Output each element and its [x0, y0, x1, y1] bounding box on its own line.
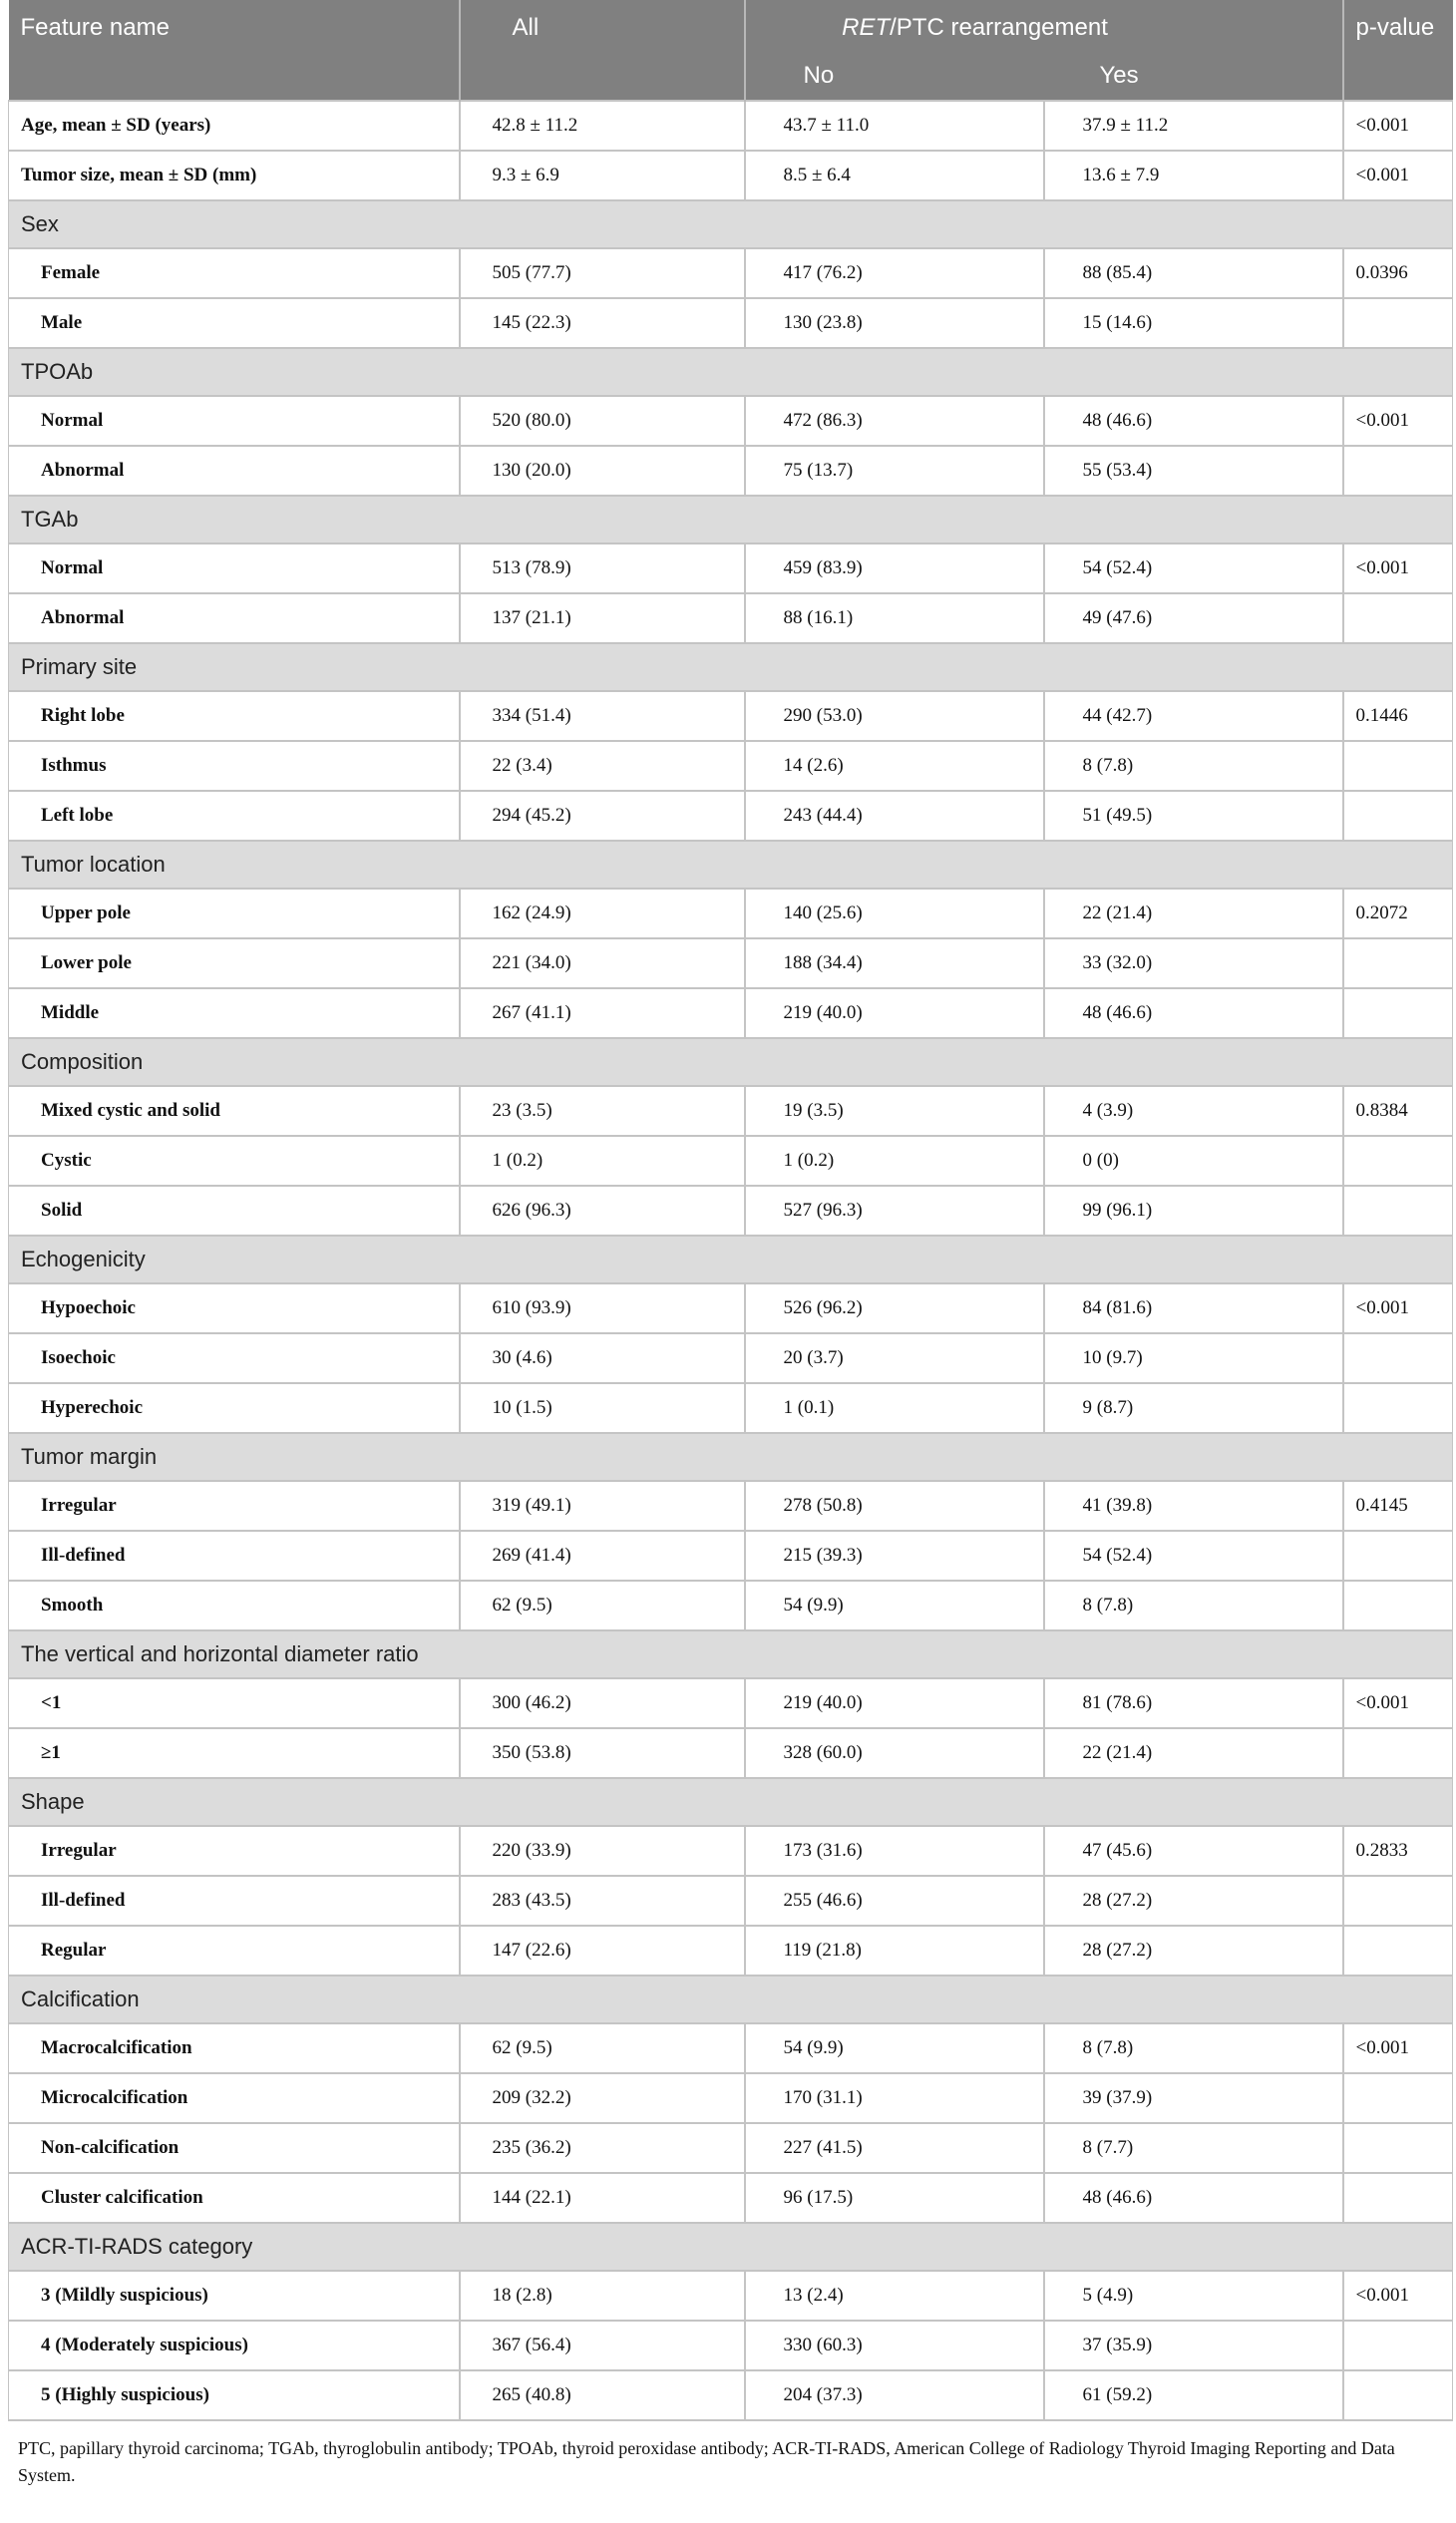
- cell-no: 130 (23.8): [745, 298, 1044, 348]
- table-row: [9, 1136, 1453, 1186]
- cell-no: 54 (9.9): [745, 2023, 1044, 2073]
- table-row: [9, 1728, 1453, 1778]
- row-label: Cystic: [9, 1136, 460, 1186]
- header-no: No: [745, 58, 1044, 101]
- cell-no: 255 (46.6): [745, 1876, 1044, 1926]
- cell-no: 19 (3.5): [745, 1086, 1044, 1136]
- cell-pvalue: [1343, 1876, 1453, 1926]
- row-label: Irregular: [9, 1826, 460, 1876]
- cell-yes: 39 (37.9): [1044, 2073, 1343, 2123]
- table-row: [9, 1383, 1453, 1433]
- cell-all: 1 (0.2): [460, 1136, 745, 1186]
- row-label: Tumor size, mean ± SD (mm): [9, 151, 460, 200]
- table-row: [9, 248, 1453, 298]
- cell-no: 96 (17.5): [745, 2173, 1044, 2223]
- cell-yes: 37.9 ± 11.2: [1044, 101, 1343, 151]
- cell-pvalue: [1343, 938, 1453, 988]
- group-row: [9, 2223, 1453, 2271]
- header-feature-name: Feature name: [9, 0, 460, 58]
- group-row: [9, 1778, 1453, 1826]
- cell-no: 1 (0.1): [745, 1383, 1044, 1433]
- cell-yes: 0 (0): [1044, 1136, 1343, 1186]
- cell-yes: 88 (85.4): [1044, 248, 1343, 298]
- cell-all: 144 (22.1): [460, 2173, 745, 2223]
- cell-pvalue: [1343, 791, 1453, 841]
- row-label: Hyperechoic: [9, 1383, 460, 1433]
- table-container: [8, 0, 1452, 2489]
- cell-all: 9.3 ± 6.9: [460, 151, 745, 200]
- cell-no: 1 (0.2): [745, 1136, 1044, 1186]
- cell-all: 42.8 ± 11.2: [460, 101, 745, 151]
- cell-all: 513 (78.9): [460, 543, 745, 593]
- cell-yes: 8 (7.7): [1044, 2123, 1343, 2173]
- cell-pvalue: <0.001: [1343, 543, 1453, 593]
- row-label: Age, mean ± SD (years): [9, 101, 460, 151]
- cell-pvalue: [1343, 446, 1453, 496]
- cell-pvalue: [1343, 2173, 1453, 2223]
- cell-all: 610 (93.9): [460, 1283, 745, 1333]
- cell-pvalue: [1343, 593, 1453, 643]
- cell-yes: 37 (35.9): [1044, 2321, 1343, 2370]
- row-label: Middle: [9, 988, 460, 1038]
- cell-all: 626 (96.3): [460, 1186, 745, 1236]
- row-label: Macrocalcification: [9, 2023, 460, 2073]
- cell-all: 265 (40.8): [460, 2370, 745, 2420]
- table-row: [9, 1086, 1453, 1136]
- row-label: Ill-defined: [9, 1876, 460, 1926]
- group-row: [9, 1976, 1453, 2023]
- row-label: Isthmus: [9, 741, 460, 791]
- table-row: [9, 1333, 1453, 1383]
- cell-pvalue: <0.001: [1343, 151, 1453, 200]
- row-label: Normal: [9, 543, 460, 593]
- cell-all: 62 (9.5): [460, 2023, 745, 2073]
- cell-all: 145 (22.3): [460, 298, 745, 348]
- cell-all: 147 (22.6): [460, 1926, 745, 1976]
- cell-yes: 33 (32.0): [1044, 938, 1343, 988]
- cell-all: 221 (34.0): [460, 938, 745, 988]
- cell-no: 43.7 ± 11.0: [745, 101, 1044, 151]
- cell-all: 137 (21.1): [460, 593, 745, 643]
- cell-no: 20 (3.7): [745, 1333, 1044, 1383]
- group-row: [9, 841, 1453, 889]
- cell-pvalue: <0.001: [1343, 396, 1453, 446]
- row-label: 4 (Moderately suspicious): [9, 2321, 460, 2370]
- cell-yes: 5 (4.9): [1044, 2271, 1343, 2321]
- row-label: Solid: [9, 1186, 460, 1236]
- group-label: Calcification: [9, 1976, 1453, 2023]
- cell-all: 300 (46.2): [460, 1678, 745, 1728]
- cell-yes: 4 (3.9): [1044, 1086, 1343, 1136]
- row-label: Irregular: [9, 1481, 460, 1531]
- cell-all: 269 (41.4): [460, 1531, 745, 1581]
- cell-yes: 10 (9.7): [1044, 1333, 1343, 1383]
- table-row: [9, 1926, 1453, 1976]
- table-row: [9, 1186, 1453, 1236]
- table-row: [9, 543, 1453, 593]
- cell-all: 367 (56.4): [460, 2321, 745, 2370]
- cell-pvalue: [1343, 1333, 1453, 1383]
- cell-yes: 55 (53.4): [1044, 446, 1343, 496]
- group-label: Tumor margin: [9, 1433, 1453, 1481]
- cell-all: 22 (3.4): [460, 741, 745, 791]
- row-label: ≥1: [9, 1728, 460, 1778]
- cell-pvalue: [1343, 1926, 1453, 1976]
- header-blank-3: [1343, 58, 1453, 101]
- group-label: The vertical and horizontal diameter ratio: [9, 1630, 1453, 1678]
- cell-pvalue: 0.1446: [1343, 691, 1453, 741]
- row-label: Mixed cystic and solid: [9, 1086, 460, 1136]
- cell-yes: 28 (27.2): [1044, 1876, 1343, 1926]
- cell-no: 54 (9.9): [745, 1581, 1044, 1630]
- cell-no: 170 (31.1): [745, 2073, 1044, 2123]
- table-row: [9, 2023, 1453, 2073]
- cell-pvalue: [1343, 1383, 1453, 1433]
- cell-pvalue: [1343, 1186, 1453, 1236]
- table-row: [9, 151, 1453, 200]
- cell-pvalue: [1343, 1531, 1453, 1581]
- table-header: [9, 0, 1453, 101]
- cell-yes: 48 (46.6): [1044, 988, 1343, 1038]
- cell-no: 526 (96.2): [745, 1283, 1044, 1333]
- cell-all: 62 (9.5): [460, 1581, 745, 1630]
- cell-no: 173 (31.6): [745, 1826, 1044, 1876]
- header-ret-rest: /PTC rearrangement: [890, 14, 1108, 41]
- cell-pvalue: [1343, 988, 1453, 1038]
- row-label: Male: [9, 298, 460, 348]
- cell-all: 162 (24.9): [460, 889, 745, 938]
- table-row: [9, 1876, 1453, 1926]
- cell-yes: 61 (59.2): [1044, 2370, 1343, 2420]
- cell-all: 520 (80.0): [460, 396, 745, 446]
- cell-pvalue: <0.001: [1343, 101, 1453, 151]
- cell-no: 88 (16.1): [745, 593, 1044, 643]
- table-row: [9, 2173, 1453, 2223]
- group-label: Composition: [9, 1038, 1453, 1086]
- row-label: 5 (Highly suspicious): [9, 2370, 460, 2420]
- cell-no: 75 (13.7): [745, 446, 1044, 496]
- cell-pvalue: [1343, 298, 1453, 348]
- cell-pvalue: 0.2072: [1343, 889, 1453, 938]
- header-ret-gene: RET: [842, 14, 891, 41]
- row-label: Female: [9, 248, 460, 298]
- cell-no: 8.5 ± 6.4: [745, 151, 1044, 200]
- cell-pvalue: [1343, 741, 1453, 791]
- table-row: [9, 396, 1453, 446]
- group-row: [9, 1630, 1453, 1678]
- table-footnote: PTC, papillary thyroid carcinoma; TGAb, thyroglobulin antibody; TPOAb, thyroid peroxidase antibody; ACR-TI-RADS, American College of Radiology Thyroid Imaging Reporting and Data System.: [18, 2438, 1395, 2485]
- row-label: Isoechoic: [9, 1333, 460, 1383]
- cell-all: 294 (45.2): [460, 791, 745, 841]
- group-row: [9, 348, 1453, 396]
- cell-yes: 48 (46.6): [1044, 396, 1343, 446]
- table-row: [9, 691, 1453, 741]
- cell-pvalue: 0.2833: [1343, 1826, 1453, 1876]
- cell-pvalue: <0.001: [1343, 1283, 1453, 1333]
- table-row: [9, 2321, 1453, 2370]
- group-row: [9, 643, 1453, 691]
- cell-pvalue: [1343, 2073, 1453, 2123]
- cell-yes: 8 (7.8): [1044, 1581, 1343, 1630]
- row-label: Left lobe: [9, 791, 460, 841]
- cell-no: 243 (44.4): [745, 791, 1044, 841]
- cell-no: 119 (21.8): [745, 1926, 1044, 1976]
- group-row: [9, 200, 1453, 248]
- cell-no: 188 (34.4): [745, 938, 1044, 988]
- header-blank-1: [9, 58, 460, 101]
- cell-all: 209 (32.2): [460, 2073, 745, 2123]
- table-row: [9, 1531, 1453, 1581]
- cell-all: 283 (43.5): [460, 1876, 745, 1926]
- cell-all: 18 (2.8): [460, 2271, 745, 2321]
- cell-pvalue: 0.4145: [1343, 1481, 1453, 1531]
- cell-no: 227 (41.5): [745, 2123, 1044, 2173]
- table-row: [9, 1678, 1453, 1728]
- cell-yes: 28 (27.2): [1044, 1926, 1343, 1976]
- cell-yes: 51 (49.5): [1044, 791, 1343, 841]
- cell-yes: 84 (81.6): [1044, 1283, 1343, 1333]
- table-row: [9, 741, 1453, 791]
- group-label: Echogenicity: [9, 1236, 1453, 1283]
- cell-no: 328 (60.0): [745, 1728, 1044, 1778]
- cell-all: 30 (4.6): [460, 1333, 745, 1383]
- cell-all: 23 (3.5): [460, 1086, 745, 1136]
- cell-pvalue: [1343, 2123, 1453, 2173]
- cell-all: 505 (77.7): [460, 248, 745, 298]
- group-label: Shape: [9, 1778, 1453, 1826]
- cell-all: 267 (41.1): [460, 988, 745, 1038]
- cell-pvalue: [1343, 1581, 1453, 1630]
- group-row: [9, 496, 1453, 543]
- header-pvalue: p-value: [1343, 0, 1453, 58]
- header-all: All: [460, 0, 745, 58]
- header-blank-2: [460, 58, 745, 101]
- row-label: Microcalcification: [9, 2073, 460, 2123]
- cell-no: 459 (83.9): [745, 543, 1044, 593]
- cell-yes: 41 (39.8): [1044, 1481, 1343, 1531]
- cell-pvalue: <0.001: [1343, 2023, 1453, 2073]
- cell-no: 527 (96.3): [745, 1186, 1044, 1236]
- cell-yes: 8 (7.8): [1044, 741, 1343, 791]
- cell-yes: 99 (96.1): [1044, 1186, 1343, 1236]
- cell-no: 140 (25.6): [745, 889, 1044, 938]
- group-label: Tumor location: [9, 841, 1453, 889]
- row-label: Regular: [9, 1926, 460, 1976]
- header-yes: Yes: [1044, 58, 1343, 101]
- table-row: [9, 1283, 1453, 1333]
- cell-pvalue: <0.001: [1343, 1678, 1453, 1728]
- cell-all: 235 (36.2): [460, 2123, 745, 2173]
- table-row: [9, 2370, 1453, 2420]
- cell-pvalue: [1343, 2321, 1453, 2370]
- cell-yes: 49 (47.6): [1044, 593, 1343, 643]
- cell-all: 130 (20.0): [460, 446, 745, 496]
- cell-yes: 47 (45.6): [1044, 1826, 1343, 1876]
- group-label: TPOAb: [9, 348, 1453, 396]
- cell-yes: 13.6 ± 7.9: [1044, 151, 1343, 200]
- cell-yes: 81 (78.6): [1044, 1678, 1343, 1728]
- row-label: Abnormal: [9, 446, 460, 496]
- group-label: Primary site: [9, 643, 1453, 691]
- table-row: [9, 2123, 1453, 2173]
- table-body: [9, 101, 1453, 2420]
- group-row: [9, 1433, 1453, 1481]
- cell-pvalue: 0.8384: [1343, 1086, 1453, 1136]
- cell-yes: 44 (42.7): [1044, 691, 1343, 741]
- cell-pvalue: [1343, 1728, 1453, 1778]
- cell-all: 334 (51.4): [460, 691, 745, 741]
- row-label: 3 (Mildly suspicious): [9, 2271, 460, 2321]
- table-row: [9, 593, 1453, 643]
- row-label: Cluster calcification: [9, 2173, 460, 2223]
- cell-no: 330 (60.3): [745, 2321, 1044, 2370]
- cell-yes: 54 (52.4): [1044, 1531, 1343, 1581]
- cell-no: 278 (50.8): [745, 1481, 1044, 1531]
- row-label: Normal: [9, 396, 460, 446]
- table-row: [9, 1826, 1453, 1876]
- cell-all: 220 (33.9): [460, 1826, 745, 1876]
- cell-yes: 15 (14.6): [1044, 298, 1343, 348]
- table-row: [9, 1481, 1453, 1531]
- cell-all: 319 (49.1): [460, 1481, 745, 1531]
- table-row: [9, 1581, 1453, 1630]
- cell-pvalue: <0.001: [1343, 2271, 1453, 2321]
- table-row: [9, 938, 1453, 988]
- table-row: [9, 988, 1453, 1038]
- group-row: [9, 1236, 1453, 1283]
- cell-no: 14 (2.6): [745, 741, 1044, 791]
- cell-yes: 22 (21.4): [1044, 1728, 1343, 1778]
- table-row: [9, 791, 1453, 841]
- row-label: Ill-defined: [9, 1531, 460, 1581]
- cell-yes: 54 (52.4): [1044, 543, 1343, 593]
- cell-yes: 8 (7.8): [1044, 2023, 1343, 2073]
- cell-no: 290 (53.0): [745, 691, 1044, 741]
- row-label: Lower pole: [9, 938, 460, 988]
- row-label: Right lobe: [9, 691, 460, 741]
- cell-pvalue: [1343, 2370, 1453, 2420]
- group-label: ACR-TI-RADS category: [9, 2223, 1453, 2271]
- cell-no: 204 (37.3): [745, 2370, 1044, 2420]
- cell-no: 472 (86.3): [745, 396, 1044, 446]
- group-label: TGAb: [9, 496, 1453, 543]
- row-label: <1: [9, 1678, 460, 1728]
- table-row: [9, 889, 1453, 938]
- cell-yes: 48 (46.6): [1044, 2173, 1343, 2223]
- cell-no: 417 (76.2): [745, 248, 1044, 298]
- header-ret-ptc: [745, 0, 1343, 58]
- group-row: [9, 1038, 1453, 1086]
- table-row: [9, 446, 1453, 496]
- table-row: [9, 2073, 1453, 2123]
- feature-table: [8, 0, 1453, 2421]
- cell-yes: 9 (8.7): [1044, 1383, 1343, 1433]
- group-label: Sex: [9, 200, 1453, 248]
- table-row: [9, 2271, 1453, 2321]
- cell-pvalue: [1343, 1136, 1453, 1186]
- row-label: Non-calcification: [9, 2123, 460, 2173]
- cell-no: 219 (40.0): [745, 1678, 1044, 1728]
- cell-no: 215 (39.3): [745, 1531, 1044, 1581]
- row-label: Upper pole: [9, 889, 460, 938]
- table-row: [9, 298, 1453, 348]
- table-row: [9, 101, 1453, 151]
- row-label: Abnormal: [9, 593, 460, 643]
- cell-no: 13 (2.4): [745, 2271, 1044, 2321]
- cell-all: 10 (1.5): [460, 1383, 745, 1433]
- cell-yes: 22 (21.4): [1044, 889, 1343, 938]
- cell-no: 219 (40.0): [745, 988, 1044, 1038]
- cell-all: 350 (53.8): [460, 1728, 745, 1778]
- row-label: Hypoechoic: [9, 1283, 460, 1333]
- row-label: Smooth: [9, 1581, 460, 1630]
- cell-pvalue: 0.0396: [1343, 248, 1453, 298]
